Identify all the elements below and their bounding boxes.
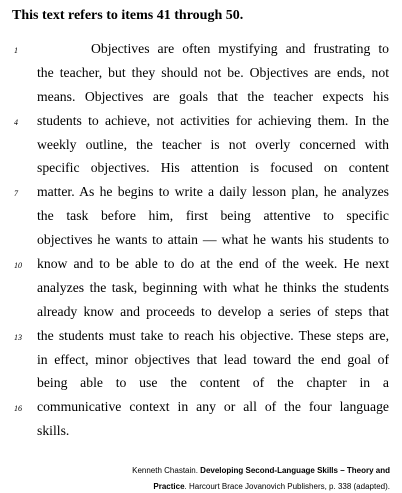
passage-line <box>0 207 402 231</box>
line-text: students to achieve, not activities for achieving them. In the <box>37 112 389 128</box>
passage-line <box>0 112 402 136</box>
line-text: being able to use the content of the chapter in a <box>37 375 389 391</box>
line-number: 7 <box>14 189 18 199</box>
line-text: know and to be able to do at the end of the week. He next <box>37 256 389 272</box>
citation-title-cont: Practice <box>153 482 185 491</box>
passage-line <box>0 159 402 183</box>
line-number: 13 <box>14 332 22 342</box>
passage-line <box>0 303 402 327</box>
line-text: specific objectives. His attention is focused on content <box>37 160 389 176</box>
passage-line <box>0 64 402 88</box>
line-text: communicative context in any or all of the four language <box>37 399 389 415</box>
line-text: the students must take to reach his objective. These steps are, <box>37 327 389 343</box>
passage-line <box>0 374 402 398</box>
passage-line <box>0 136 402 160</box>
line-text: the teacher, but they should not be. Objectives are ends, not <box>37 64 389 80</box>
passage-line <box>0 398 402 422</box>
line-text: the task before him, first being attentive to specific <box>37 208 389 224</box>
line-number: 10 <box>14 261 22 271</box>
passage-line <box>0 88 402 112</box>
line-text: matter. As he begins to write a daily lesson plan, he analyzes <box>37 184 389 200</box>
citation-line-1 <box>90 465 390 477</box>
passage-header: This text refers to items 41 through 50. <box>12 8 244 23</box>
line-number: 4 <box>14 117 18 127</box>
line-text: weekly outline, the teacher is not overly concerned with <box>37 136 389 152</box>
passage-line <box>0 327 402 351</box>
line-text: means. Objectives are goals that the teacher expects his <box>37 88 389 104</box>
passage-line <box>0 255 402 279</box>
citation-author: Kenneth Chastain. <box>132 466 198 475</box>
passage-line <box>0 231 402 255</box>
passage-body <box>0 40 402 446</box>
passage-line <box>0 40 402 64</box>
line-number: 1 <box>14 46 18 55</box>
line-number: 16 <box>14 404 22 414</box>
citation-publisher: . Harcourt Brace Jovanovich Publishers, p. 338 (adapted). <box>184 482 390 491</box>
passage-line <box>0 279 402 303</box>
line-text: already know and proceeds to develop a series of steps that <box>37 303 389 319</box>
passage-line <box>0 422 402 446</box>
line-text: in effect, minor objectives that lead toward the end goal of <box>37 351 389 367</box>
line-text: skills. <box>37 423 70 439</box>
line-text: objectives he wants to attain — what he wants his students to <box>37 232 389 248</box>
citation-line-2 <box>90 481 390 493</box>
citation-title: Developing Second-Language Skills – Theory and <box>200 466 390 475</box>
line-text: Objectives are often mystifying and frustrating to <box>91 41 389 56</box>
passage-line <box>0 351 402 375</box>
passage-line <box>0 183 402 207</box>
line-text: analyzes the task, beginning with what he thinks the students <box>37 279 389 295</box>
